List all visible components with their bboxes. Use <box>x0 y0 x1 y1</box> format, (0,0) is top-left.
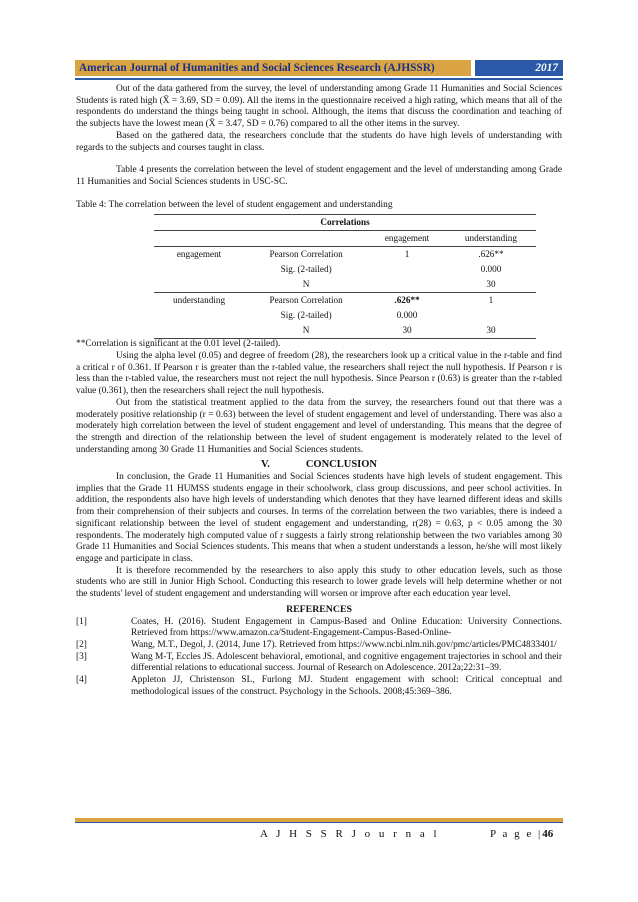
column-header: engagement <box>368 231 446 247</box>
paragraph-conclusion: In conclusion, the Grade 11 Humanities and Social Sciences students have high levels of student engagement. This implies that the Grade 11 HUMSS students engage in their schoolwork, class group discussions, and peer school activities. In addition, the respondents also have high levels of understanding which denotes that they have learned different ideas and skills from their comprehension of their subjects and courses. In terms of the correlation between the two variables, there is indeed a significant relationship between the level of student engagement and understanding, r(28) = 0.63, p < 0.05 among the 30 respondents. The moderately high computed value of r suggests a fairly strong relationship between the two variables among 30 Grade 11 Humanities and Social Sciences students. This means that when a student understands a lesson, he/she will most likely engage and participate in class. <box>76 472 562 564</box>
paragraph-recommendation: It is therefore recommended by the researchers to also apply this study to other education levels, such as those students who are still in Junior High School. Conducting this research to lower grade levels will help determine whether or not the students' level of student engagement and understanding will worsen or improve after each education year level. <box>76 565 562 600</box>
journal-title: American Journal of Humanities and Social Sciences Research (AJHSSR) <box>75 60 471 76</box>
paragraph-hypothesis-test: Using the alpha level (0.05) and degree of freedom (28), the researchers look up a critical value in the r-table and find a critical r of 0.361. If Pearson r is greater than the r-tabled value, the researchers shall reject the null hypothesis. If Pearson r is less than the r-tabled value, the researchers must not reject the null hypothesis. Since Pearson r (0.63) is greater than the r-tabled value (0.361), then the researchers shall reject the null hypothesis. <box>76 351 562 397</box>
table-row: Sig. (2-tailed) 0.000 <box>280 309 418 320</box>
journal-year: 2017 <box>475 60 563 76</box>
reference-item: [1] Coates, H. (2016). Student Engagement in Campus-Based and Online Education: University Connections. Retrieved from https://www.amazon.ca/Student-Engagement-Campus-Based-Online- <box>76 616 562 639</box>
correlation-table <box>154 214 536 339</box>
column-header: understanding <box>446 231 536 247</box>
page-content <box>76 84 562 698</box>
table-row: Sig. (2-tailed) 0.000 <box>280 263 502 274</box>
journal-header <box>75 60 563 76</box>
page-number: P a g e |46 <box>490 828 554 840</box>
section-heading-conclusion: V. CONCLUSION <box>260 459 378 471</box>
table-note: **Correlation is significant at the 0.01 level (2-tailed). <box>76 339 281 350</box>
reference-item: [4] Appleton JJ, Christenson SL, Furlong MJ. Student engagement with school: Critical conceptual and methodological issues of the construct. Psychology in the Schools. 2008;45:369–386. <box>76 675 562 697</box>
table-row: N 30 <box>302 278 496 289</box>
table-row: understanding Pearson Correlation .626** 1 <box>154 293 536 309</box>
paragraph-table-intro: Table 4 presents the correlation between the level of student engagement and the level of understanding among Grade 11 Humanities and Social Sciences students in USC-SC. <box>76 165 562 187</box>
paragraph-statistical-findings: Out from the statistical treatment applied to the data from the survey, the researchers found out that there was a moderately positive relationship (r = 0.63) between the level of student engagement and level of understanding. There was also a moderately high correlation between the level of student engagement and level of understanding. This means that the degree of the strength and direction of the relationship between the level of student engagement is moderately related to the level of understanding among 30 Grade 11 Humanities and Social Sciences students. <box>76 397 562 455</box>
paragraph-results-understanding: Out of the data gathered from the survey, the level of understanding among Grade 11 Humanities and Social Sciences Students is rated high (X̄ = 3.69, SD = 0.09). All the items in the questionnaire received a high rating, which means that all of the respondents do understand the things being taught in school. Although, the items that discuss the coordination and teaching of the subjects have the lowest mean (X̄ = 3.47, SD = 0.76) compared to all the other items in the survey. <box>76 84 562 130</box>
paragraph-conclusion-understanding: Based on the gathered data, the researchers conclude that the students do have high levels of understanding with regards to the subjects and courses taught in class. <box>76 130 562 153</box>
table-caption: Table 4: The correlation between the level of student engagement and understanding <box>76 199 393 210</box>
references-heading: REFERENCES <box>286 603 352 615</box>
footer-journal: A J H S S R J o u r n a l <box>260 828 440 840</box>
table-row: engagement Pearson Correlation 1 .626** <box>176 248 504 259</box>
footer-rule <box>75 818 563 823</box>
header-rule <box>75 78 563 80</box>
table-title: Correlations <box>154 215 536 231</box>
reference-item: [2] Wang, M.T., Degol, J. (2014, June 17). Retrieved from https://www.ncbi.nlm.nih.gov/pmc/articles/PMC4833401/ <box>76 639 557 650</box>
reference-item: [3] Wang M-T, Eccles JS. Adolescent behavioral, emotional, and cognitive engagement trajectories in school and their differential relations to educational success. Journal of Research on Adolescence. 2012a;22:31–39. <box>76 651 562 674</box>
table-row: N 30 30 <box>154 323 536 339</box>
